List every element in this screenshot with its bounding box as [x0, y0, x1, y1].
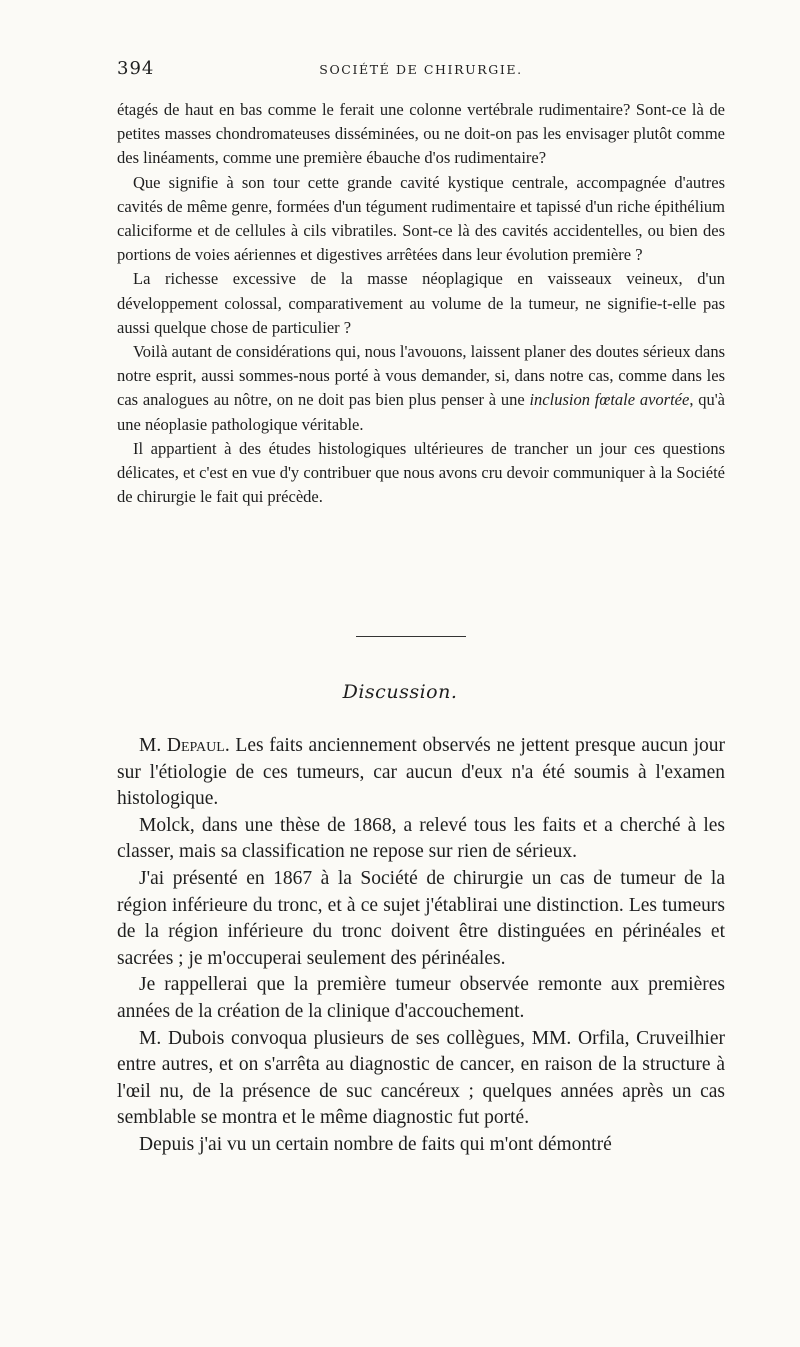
discussion-paragraph-1 — [117, 733, 725, 813]
discussion-paragraph-4: Je rappellerai que la première tumeur observée remonte aux premières années de la création de la clinique d'accouchement. — [117, 974, 725, 1022]
section-divider — [356, 636, 466, 637]
report-paragraph-3: La richesse excessive de la masse néoplagique en vaisseaux veineux, d'un développement colossal, comparativement au volume de la tumeur, ne signifie-t-elle pas aussi quelque chose de particulier ? — [117, 269, 725, 337]
speaker-prefix: M. — [139, 735, 167, 756]
paragraph-text: , qu'à une néoplasie pathologique véritable. — [117, 390, 725, 434]
discussion-paragraph-3: J'ai présenté en 1867 à la Société de chirurgie un cas de tumeur de la région inférieure du tronc, et à ce sujet j'établirai une distinction. Les tumeurs de la région inférieure du tronc doivent être distinguées en périnéales et sacrées ; je m'occuperai seulement des périnéales. — [117, 867, 725, 969]
report-conclusion — [117, 98, 725, 509]
running-head — [117, 58, 725, 82]
speaker-name: Depaul — [166, 735, 225, 756]
discussion-text — [117, 733, 725, 1159]
section-heading: Discussion. — [342, 681, 458, 703]
discussion-paragraph-2: Molck, dans une thèse de 1868, a relevé tous les faits et a cherché à les classer, mais sa classification ne repose sur rien de sérieux. — [117, 814, 725, 863]
speaker-suffix: . — [224, 735, 236, 756]
paragraph-text: Voilà autant de considérations qui, nous l'avouons, laissent planer des doutes sérieux dans notre esprit, aussi sommes-nous porté à vous demander, si, dans notre cas, comme dans les cas analogues au nôtre, on ne doit pas bien plus penser à une — [117, 342, 725, 410]
report-paragraph-4 — [117, 340, 725, 437]
running-title: SOCIÉTÉ DE CHIRURGIE. — [319, 62, 523, 77]
report-paragraph-5: Il appartient à des études histologiques ultérieures de trancher un jour ces questions délicates, et c'est en vue d'y contribuer que nous avons cru devoir communiquer à la Société de chirurgie le fait qui précède. — [117, 438, 725, 507]
paragraph-text: Les faits anciennement observés ne jettent presque aucun jour sur l'étiologie de ces tumeurs, car aucun d'eux n'a été soumis à l'examen histologique. — [117, 735, 725, 810]
page-number: 394 — [117, 58, 155, 79]
discussion-paragraph-5: M. Dubois convoqua plusieurs de ses collègues, MM. Orfila, Cruveilhier entre autres, et on s'arrêta au diagnostic de cancer, en raison de la structure à l'œil nu, de la présence de suc cancéreux ; quelques années après un cas semblable se montra et le même diagnostic fut porté. — [117, 1027, 725, 1129]
discussion-paragraph-6: Depuis j'ai vu un certain nombre de faits qui m'ont démontré — [139, 1133, 612, 1155]
report-paragraph-1: étagés de haut en bas comme le ferait une colonne vertébrale rudimentaire? Sont-ce là de petites masses chondromateuses disséminées, ou ne doit-on pas les envisager plutôt comme des linéaments, comme une première ébauche d'os rudimentaire? — [117, 100, 725, 168]
report-paragraph-2: Que signifie à son tour cette grande cavité kystique centrale, accompagnée d'autres cavités de même genre, formées d'un tégument rudimentaire et tapissé d'un riche épithélium caliciforme et de cellules à cils vibratiles. Sont-ce là des cavités accidentelles, ou bien des portions de voies aériennes et digestives arrêtées dans leur évolution première ? — [117, 172, 725, 265]
italic-phrase: inclusion fœtale avortée — [529, 390, 690, 410]
